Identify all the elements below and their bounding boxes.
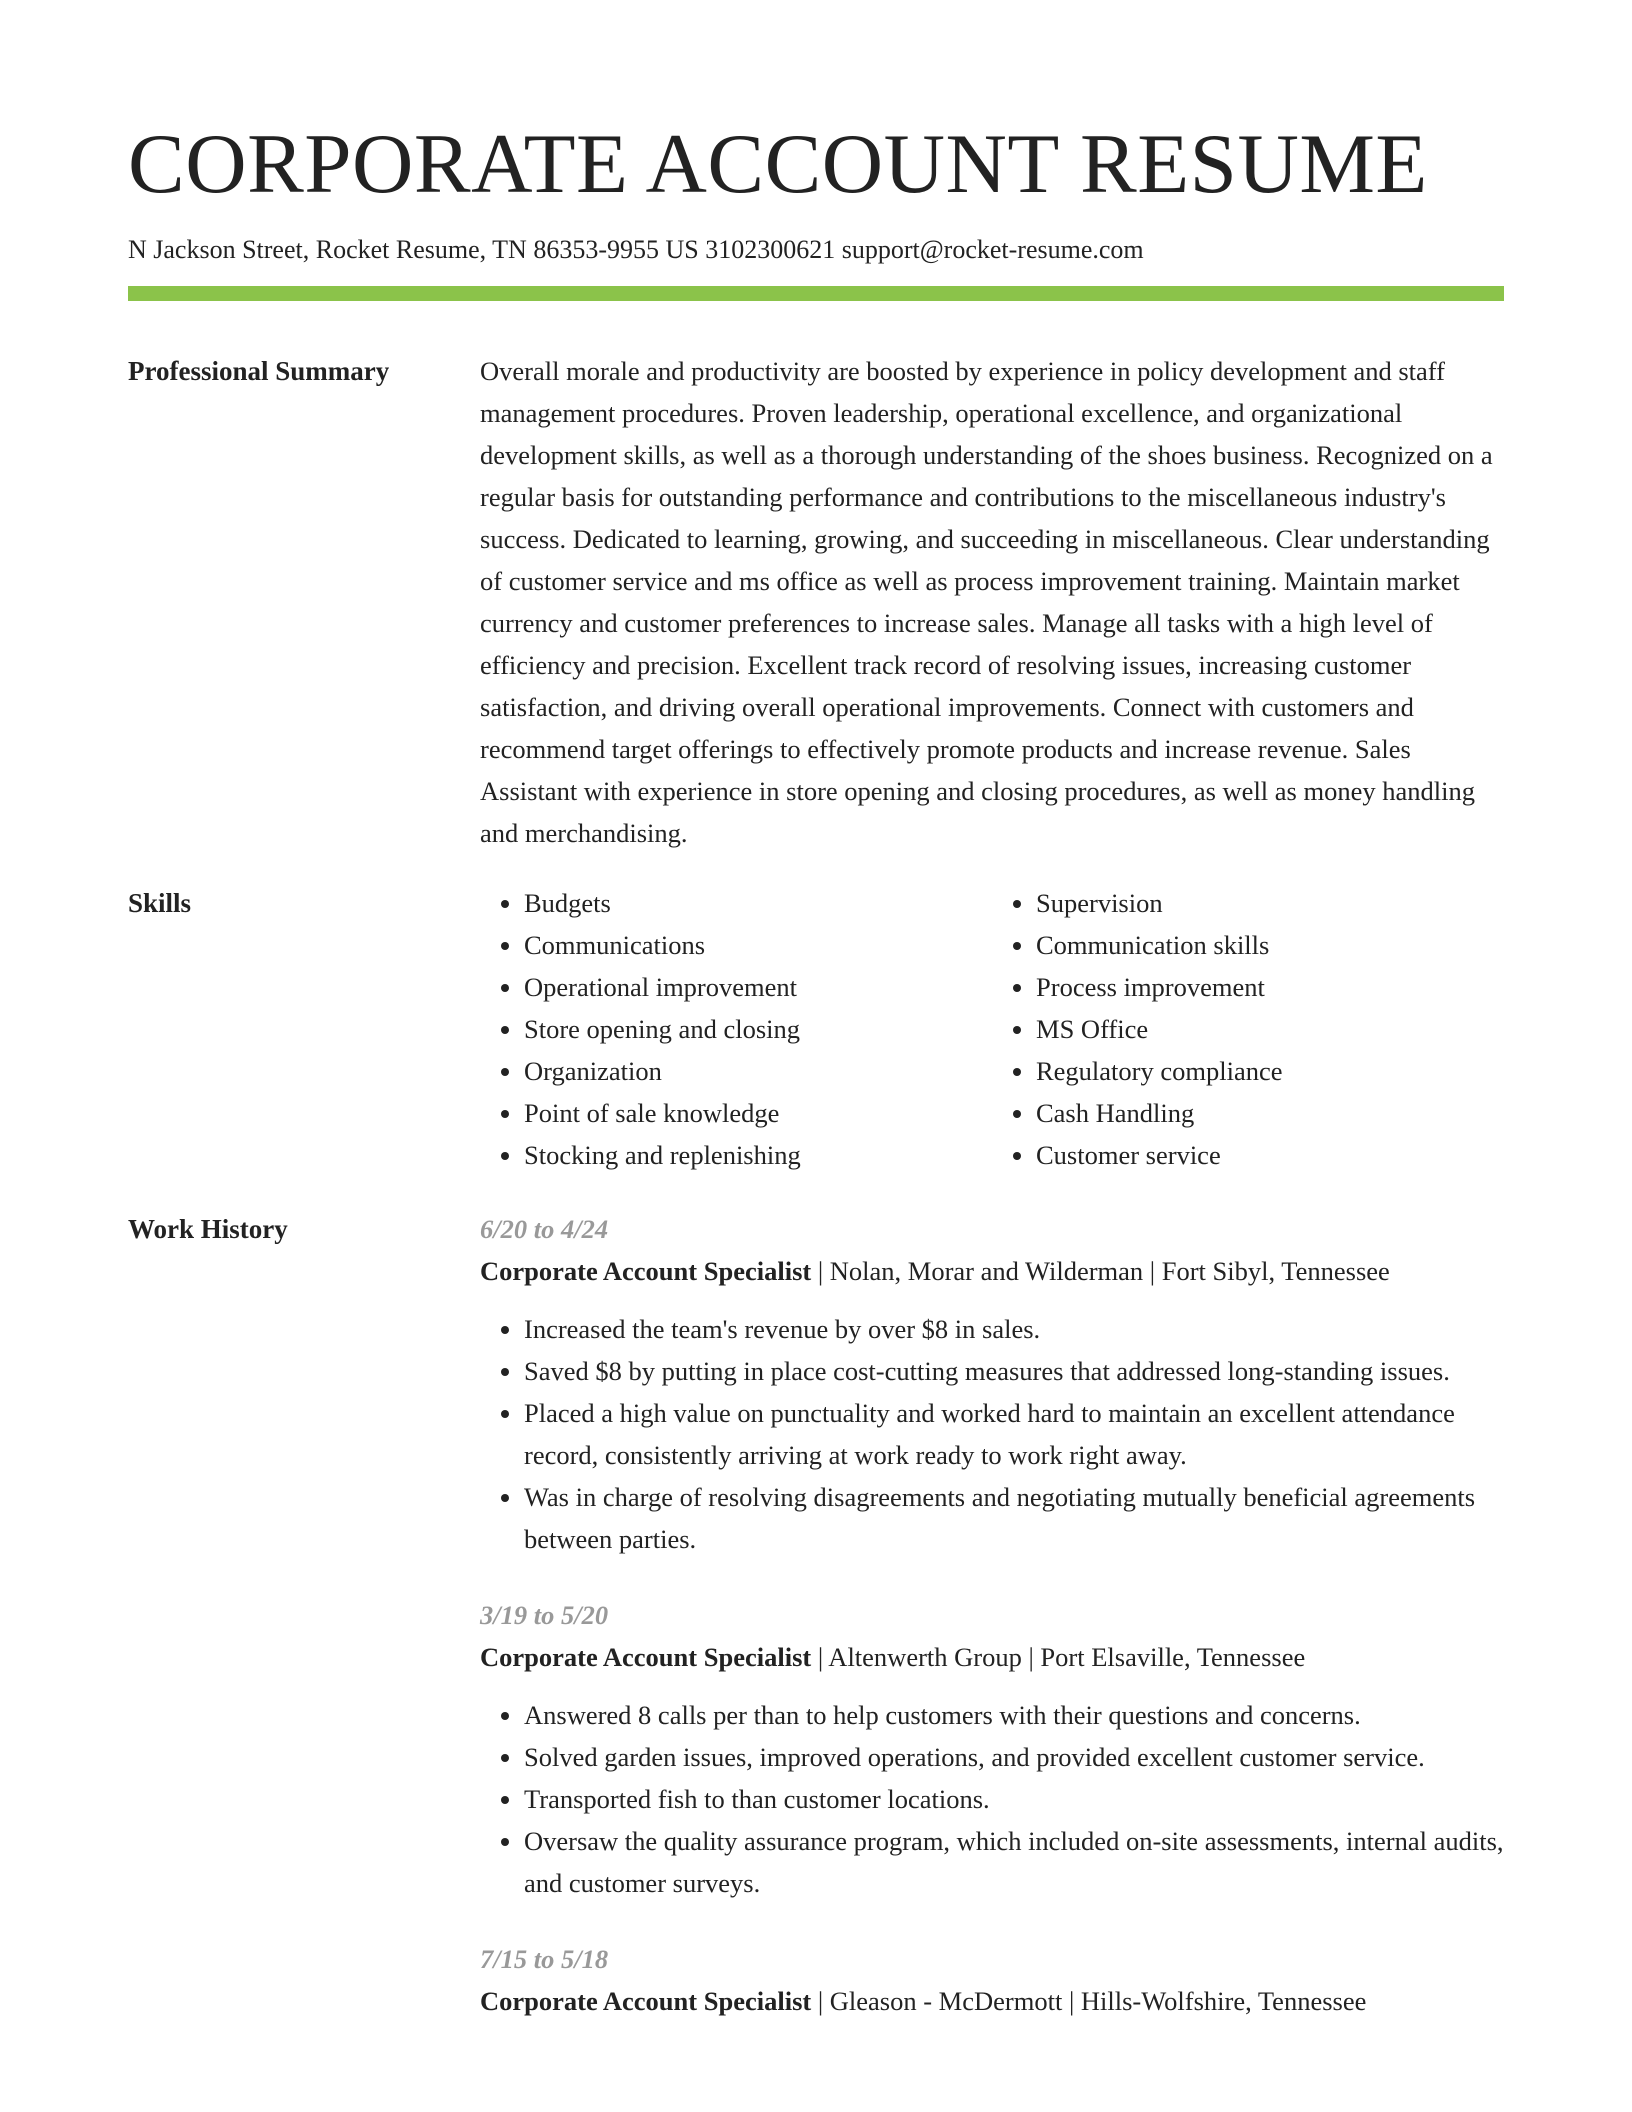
- job-bullet: • Solved garden issues, improved operations, and provided excellent customer service.: [524, 1736, 1504, 1778]
- job-entry: [480, 1208, 1504, 1560]
- work-history-body: [480, 1208, 1504, 2056]
- job-bullet: • Transported fish to than customer locations.: [524, 1778, 1504, 1820]
- skill-item: • Cash Handling: [1036, 1092, 1496, 1134]
- job-bullet: • Was in charge of resolving disagreements and negotiating mutually beneficial agreements between parties.: [524, 1476, 1504, 1560]
- skills-label: Skills: [128, 888, 192, 918]
- job-title: Corporate Account Specialist: [480, 1642, 812, 1672]
- skill-item: • Organization: [524, 1050, 984, 1092]
- skills-list-right: [984, 882, 1496, 1176]
- skills-list-left: [480, 882, 984, 1176]
- skill-item: • Point of sale knowledge: [524, 1092, 984, 1134]
- job-bullets: [480, 1694, 1504, 1904]
- summary-label: Professional Summary: [128, 356, 390, 386]
- job-bullet: • Oversaw the quality assurance program, which included on-site assessments, internal audits, and customer surveys.: [524, 1820, 1504, 1904]
- job-heading: [480, 1636, 1504, 1678]
- contact-line: N Jackson Street, Rocket Resume, TN 86353-9955 US 3102300621 support@rocket-resume.com: [128, 235, 1144, 264]
- skill-item: • Budgets: [524, 882, 984, 924]
- job-details: | Gleason - McDermott | Hills-Wolfshire, Tennessee: [811, 1986, 1367, 2016]
- job-date: 6/20 to 4/24: [480, 1214, 609, 1244]
- work-history-label: Work History: [128, 1214, 288, 1244]
- skill-item: • Operational improvement: [524, 966, 984, 1008]
- summary-body: [480, 350, 1504, 854]
- job-details: | Altenwerth Group | Port Elsaville, Tennessee: [811, 1642, 1306, 1672]
- skill-item: • Communications: [524, 924, 984, 966]
- job-entry: [480, 1938, 1504, 2022]
- job-details: | Nolan, Morar and Wilderman | Fort Sibyl, Tennessee: [811, 1256, 1390, 1286]
- job-bullet: • Saved $8 by putting in place cost-cutting measures that addressed long-standing issues.: [524, 1350, 1504, 1392]
- skill-item: • Regulatory compliance: [1036, 1050, 1496, 1092]
- resume-title: CORPORATE ACCOUNT RESUME: [128, 117, 1428, 211]
- job-title: Corporate Account Specialist: [480, 1256, 812, 1286]
- skill-item: • Stocking and replenishing: [524, 1134, 984, 1176]
- skill-item: • Communication skills: [1036, 924, 1496, 966]
- job-title: Corporate Account Specialist: [480, 1986, 812, 2016]
- skill-item: • MS Office: [1036, 1008, 1496, 1050]
- skill-item: • Supervision: [1036, 882, 1496, 924]
- skill-item: • Process improvement: [1036, 966, 1496, 1008]
- job-bullet: • Placed a high value on punctuality and worked hard to maintain an excellent attendance record, consistently arriving at work ready to work right away.: [524, 1392, 1504, 1476]
- skills-columns: [480, 882, 1504, 1176]
- skill-item: • Customer service: [1036, 1134, 1496, 1176]
- job-heading: [480, 1250, 1504, 1292]
- job-bullet: • Increased the team's revenue by over $8 in sales.: [524, 1308, 1504, 1350]
- job-entry: [480, 1594, 1504, 1904]
- job-bullet: • Answered 8 calls per than to help customers with their questions and concerns.: [524, 1694, 1504, 1736]
- header-divider: [128, 286, 1504, 301]
- summary-text: Overall morale and productivity are boosted by experience in policy development and staff management procedures. Proven leadership, operational excellence, and organizational development skills, as well as a thorough understanding of the shoes business. Recognized on a regular basis for outstanding performance and contributions to the miscellaneous industry's success. Dedicated to learning, growing, and succeeding in miscellaneous. Clear understanding of customer service and ms office as well as process improvement training. Maintain market currency and customer preferences to increase sales. Manage all tasks with a high level of efficiency and precision. Excellent track record of resolving issues, increasing customer satisfaction, and driving overall operational improvements. Connect with customers and recommend target offerings to effectively promote products and increase revenue. Sales Assistant with experience in store opening and closing procedures, as well as money handling and merchandising.: [480, 356, 1493, 848]
- job-bullets: [480, 1308, 1504, 1560]
- job-date: 7/15 to 5/18: [480, 1944, 609, 1974]
- job-heading: [480, 1980, 1504, 2022]
- job-date: 3/19 to 5/20: [480, 1600, 609, 1630]
- skill-item: • Store opening and closing: [524, 1008, 984, 1050]
